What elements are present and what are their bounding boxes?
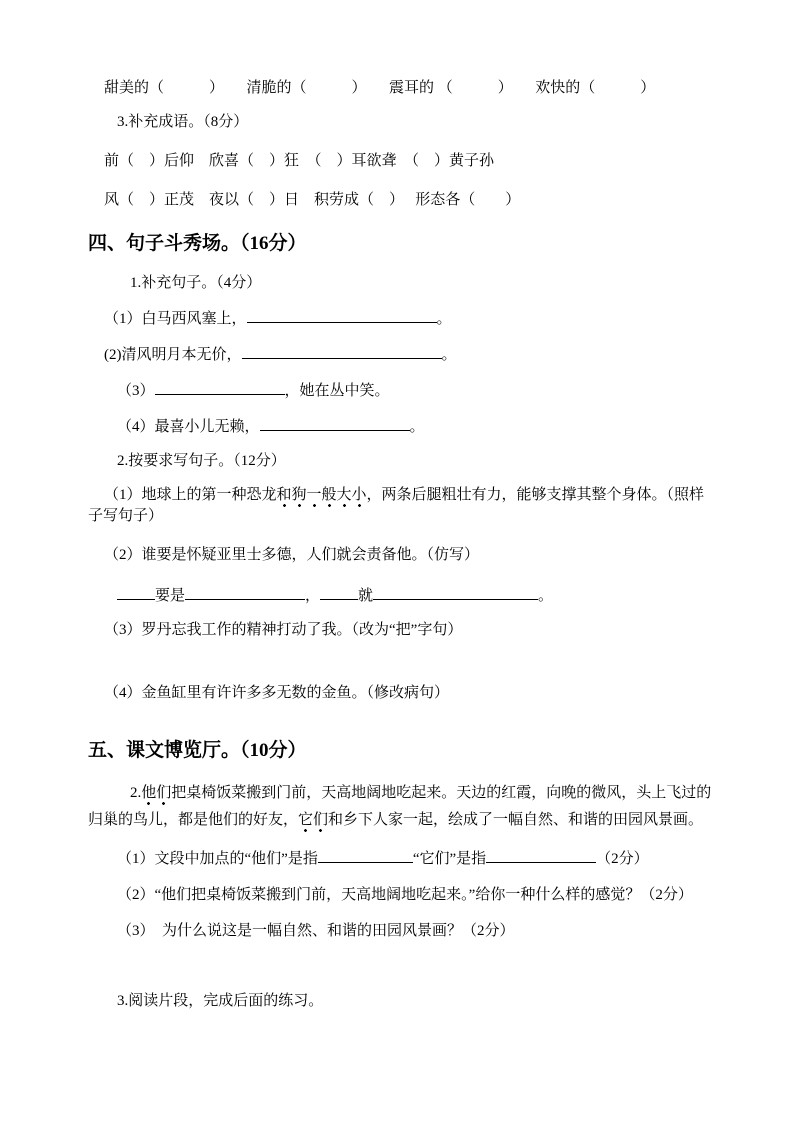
section-4-heading: 四、句子斗秀场。（16分） (88, 233, 307, 254)
answer-blank (117, 584, 155, 600)
sentence-fill-3-suffix: ，她在丛中笑。 (284, 383, 390, 399)
period: 。 (441, 347, 457, 363)
passage-dotted-tamen-2: 它们 (298, 812, 328, 833)
period: 。 (436, 311, 452, 327)
reading-passage (88, 780, 717, 834)
sentence-fill-3-prefix: （3） (117, 383, 155, 399)
sub2-label: 2.按要求写句子。（12分） (117, 453, 286, 469)
passage-end: 和乡下人家一起，绘成了一幅自然、和谐的田园风景画。 (328, 812, 704, 828)
rewrite-question-1 (88, 485, 717, 527)
sub1-label: 1.补充句子。（4分） (130, 275, 262, 291)
answer-blank (320, 584, 358, 600)
sentence-fill-2 (88, 343, 717, 366)
answer-blank (185, 584, 305, 600)
answer-blank (373, 584, 538, 600)
answer-blank (486, 847, 596, 863)
passage-question-3: （3） 为什么说这是一幅自然、和谐的田园风景画？（2分） (117, 923, 515, 939)
section-5-heading: 五、课文博览厅。（10分） (88, 740, 307, 761)
sentence-fill-3 (88, 379, 717, 402)
sentence-fill-1 (88, 307, 717, 330)
fill-word-yaoshi: 要是 (155, 588, 186, 604)
answer-blank (247, 307, 437, 323)
answer-blank (242, 343, 442, 359)
rewrite-1-pre: （1）地球上的第一种恐龙 (104, 487, 277, 503)
sentence-fill-2-text: (2)清风明月本无价， (104, 347, 242, 363)
passage-middle: 把桌椅饭菜搬到门前，天高地阔地吃起来。天边的红霞，向晚的微风，头上飞过的归巢的鸟儿，都是他们的好友， (88, 785, 712, 828)
answer-blank (260, 415, 410, 431)
answer-blank (318, 847, 413, 863)
rewrite-2-fill-line (88, 584, 717, 607)
passage-question-1 (88, 844, 717, 874)
rewrite-question-3: （3）罗丹忘我工作的精神打动了我。（改为“把”字句） (104, 622, 463, 638)
passage-dotted-tamen: 他们 (141, 785, 171, 806)
passage-question-2: （2）“他们把桌椅饭菜搬到门前，天高地阔地吃起来。”给你一种什么样的感觉？（2分） (117, 887, 693, 903)
adjective-fill-line: 甜美的（ ） 清脆的（ ） 震耳的 （ ） 欢快的（ ） (104, 80, 656, 96)
idiom-row-2: 风（ ）正茂 夜以（ ）日 积劳成（ ） 形态各（ ） (104, 192, 521, 208)
rewrite-question-2: （2）谁要是怀疑亚里士多德，人们就会责备他。（仿写） (104, 547, 480, 563)
passage-q1-score: （2分） (596, 851, 649, 867)
sentence-fill-4 (88, 415, 717, 438)
comma: ， (305, 588, 321, 604)
fill-word-jiu: 就 (358, 588, 374, 604)
answer-blank (155, 379, 285, 395)
rewrite-1-post: ，两条后腿粗壮有力，能够支撑其整个身体。（照样子写句子） (88, 487, 705, 524)
period: 。 (538, 588, 554, 604)
passage-q1-pre: （1）文段中加点的“他们”是指 (117, 851, 318, 867)
passage-number: 2. (130, 785, 142, 801)
rewrite-1-dotted-phrase: 和狗一般大小 (277, 487, 367, 508)
period: 。 (409, 419, 425, 435)
item-3-idiom-label: 3.补充成语。（8分） (117, 114, 249, 130)
sentence-fill-1-text: （1）白马西风塞上， (104, 311, 247, 327)
idiom-row-1: 前（ ）后仰 欣喜（ ）狂 （ ）耳欲聋 （ ）黄子孙 (104, 153, 495, 169)
sentence-fill-4-text: （4）最喜小儿无赖， (117, 419, 260, 435)
passage-q1-mid: “它们”是指 (412, 851, 487, 867)
item-3-reading-label: 3.阅读片段，完成后面的练习。 (117, 993, 324, 1009)
rewrite-question-4: （4）金鱼缸里有许许多多无数的金鱼。（修改病句） (104, 685, 450, 701)
